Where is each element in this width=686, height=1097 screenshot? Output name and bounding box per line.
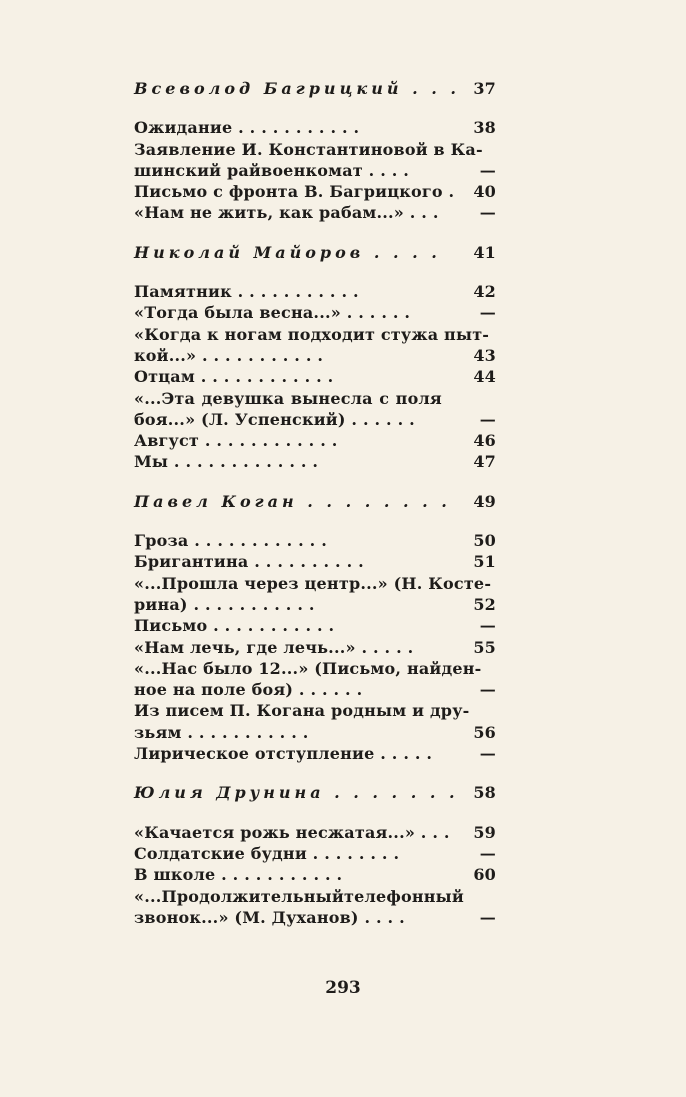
entry-page-number: 51 (473, 552, 496, 572)
author-page-number: 58 (473, 783, 496, 803)
entry-word: поля (395, 388, 442, 408)
toc-entry (134, 202, 496, 223)
entry-title: «...Прошла через центр...» (Н. Косте- (134, 573, 492, 593)
author-page-number: 49 (473, 491, 496, 511)
entry-title: Бригантина . . . . . . . . . . (134, 552, 364, 572)
toc-entry (134, 658, 496, 679)
entry-title: Заявление И. Константиновой в Ка- (134, 139, 483, 159)
toc-entry (134, 430, 496, 451)
entry-word: «...Эта (134, 388, 196, 408)
toc-entry (134, 388, 496, 409)
entry-title: Мы . . . . . . . . . . . . . (134, 452, 319, 472)
entry-page-number: 43 (473, 345, 496, 365)
entry-title: ное на поле боя) . . . . . . (134, 680, 363, 700)
entry-title-justified (134, 886, 464, 907)
entry-page-number: — (479, 303, 496, 323)
entry-title: звонок...» (М. Духанов) . . . . (134, 907, 405, 927)
entry-title: боя...» (Л. Успенский) . . . . . . (134, 409, 415, 429)
toc-entry (134, 907, 496, 928)
toc-entry (134, 551, 496, 572)
author-title: Юлия Друнина . . . . . . . (134, 783, 459, 803)
entry-title: Гроза . . . . . . . . . . . . (134, 531, 327, 551)
toc-entry (134, 345, 496, 366)
author-title: Всеволод Багрицкий . . . (134, 79, 460, 98)
toc-entry (134, 843, 496, 864)
author-title: Николай Майоров . . . . (134, 242, 441, 262)
entry-page-number: 50 (473, 531, 496, 551)
entry-page-number: — (479, 907, 496, 927)
entry-title: «Когда к ногам подходит стужа пыт- (134, 324, 490, 344)
toc-entry (134, 302, 496, 323)
toc-section-drunina (134, 782, 496, 803)
toc-entry (134, 181, 496, 202)
toc-entry (134, 886, 496, 907)
entry-title: Лирическое отступление . . . . . (134, 744, 433, 764)
entry-page-number: 38 (473, 118, 496, 138)
toc-entry (134, 530, 496, 551)
entry-title-justified (134, 388, 442, 409)
entry-title: «...Нас было 12...» (Письмо, найден- (134, 658, 482, 678)
toc-section-bagritsky (134, 78, 496, 99)
toc-section-kogan (134, 491, 496, 512)
entry-page-number: 44 (473, 367, 496, 387)
entry-word: «...Продолжительный (134, 886, 344, 906)
entry-page-number: 55 (473, 637, 496, 657)
toc-entry (134, 366, 496, 387)
entry-page-number: 42 (473, 282, 496, 302)
entry-page-number: — (479, 409, 496, 429)
entry-page-number: 40 (473, 182, 496, 202)
author-page-number: 37 (473, 79, 496, 98)
entry-title: Солдатские будни . . . . . . . . (134, 843, 400, 863)
entry-title: Из писем П. Когана родным и дру- (134, 701, 470, 721)
entry-page-number: — (479, 843, 496, 863)
toc-entry (134, 594, 496, 615)
toc-entry (134, 743, 496, 764)
toc-entry (134, 822, 496, 843)
toc-entry (134, 451, 496, 472)
toc-entry (134, 637, 496, 658)
entry-word: девушка (201, 388, 285, 408)
toc-entry (134, 700, 496, 721)
entry-title: Ожидание . . . . . . . . . . . (134, 118, 360, 138)
entry-title: Август . . . . . . . . . . . . (134, 431, 338, 451)
entry-title: рина) . . . . . . . . . . . (134, 594, 315, 614)
entry-page-number: — (479, 680, 496, 700)
author-title: Павел Коган . . . . . . . . (134, 491, 451, 511)
toc-entry (134, 573, 496, 594)
toc-section-mayorov (134, 242, 496, 263)
entry-page-number: 46 (473, 431, 496, 451)
toc-entry (134, 139, 496, 160)
entry-title: зьям . . . . . . . . . . . (134, 722, 309, 742)
entry-title: Письмо . . . . . . . . . . . (134, 616, 335, 636)
entry-page-number: 60 (473, 865, 496, 885)
entry-word: вынесла (290, 388, 373, 408)
entry-title: Письмо с фронта В. Багрицкого . (134, 182, 455, 202)
toc-entry (134, 160, 496, 181)
entry-title: кой...» . . . . . . . . . . . (134, 345, 324, 365)
entry-page-number: — (479, 160, 496, 180)
toc-entry (134, 117, 496, 138)
toc-entry (134, 864, 496, 885)
entry-title: Отцам . . . . . . . . . . . . (134, 367, 334, 387)
toc-entry (134, 324, 496, 345)
entry-page-number: 52 (473, 594, 496, 614)
entry-page-number: 47 (473, 452, 496, 472)
entry-page-number: — (479, 744, 496, 764)
table-of-contents (134, 78, 496, 928)
author-page-number: 41 (473, 242, 496, 262)
entry-page-number: — (479, 616, 496, 636)
toc-entry (134, 615, 496, 636)
entry-page-number: — (479, 203, 496, 223)
entry-title: В школе . . . . . . . . . . . (134, 865, 343, 885)
toc-entry (134, 722, 496, 743)
toc-entry (134, 679, 496, 700)
entry-title: Памятник . . . . . . . . . . . (134, 282, 359, 302)
toc-entry (134, 281, 496, 302)
entry-title: шинский райвоенкомат . . . . (134, 160, 410, 180)
entry-word: с (379, 388, 390, 408)
entry-page-number: 59 (473, 822, 496, 842)
entry-word: телефонный (343, 886, 464, 906)
entry-page-number: 56 (473, 722, 496, 742)
entry-title: «Качается рожь несжатая...» . . . (134, 822, 450, 842)
entry-title: «Нам не жить, как рабам...» . . . (134, 203, 439, 223)
entry-title: «Нам лечь, где лечь...» . . . . . (134, 637, 414, 657)
entry-title: «Тогда была весна...» . . . . . . (134, 303, 411, 323)
toc-entry (134, 409, 496, 430)
page-number: 293 (325, 978, 361, 998)
